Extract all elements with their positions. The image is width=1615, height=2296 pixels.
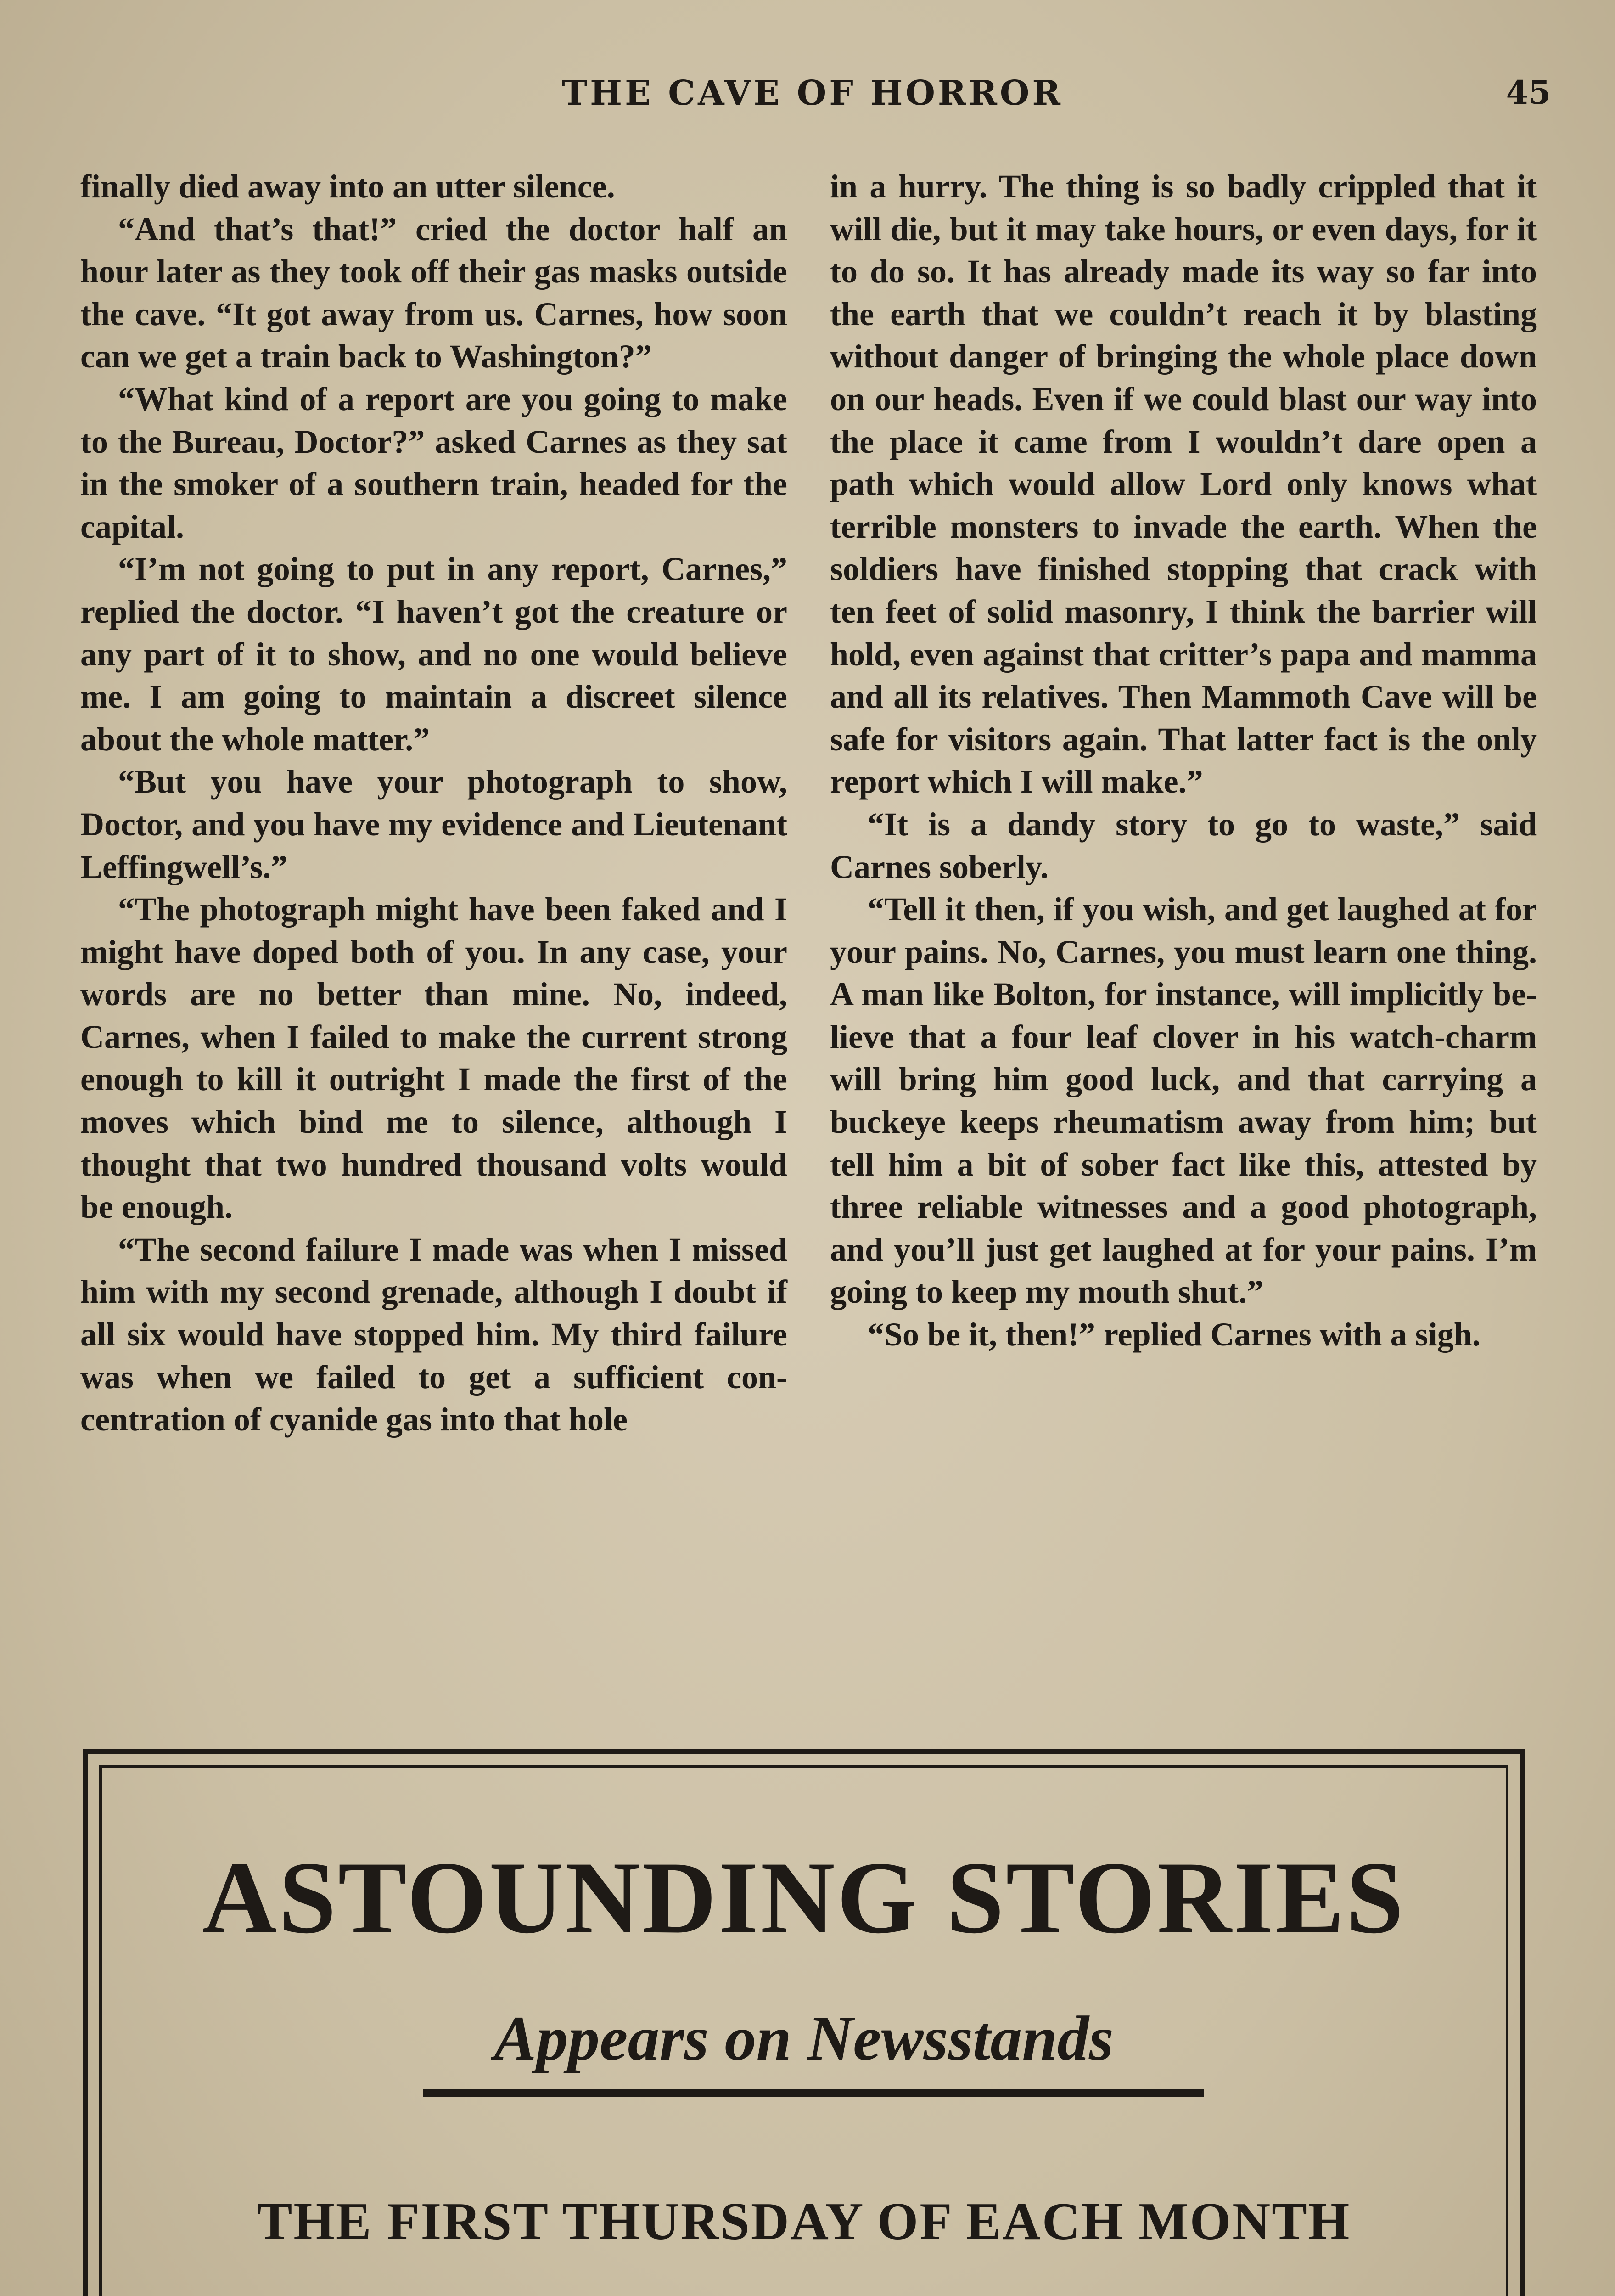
page-header [0,69,1615,133]
paragraph: finally died away into an utter silence. [80,168,615,205]
paragraph: “And that’s that!” cried the doctor half an hour later as they took off their gas masks outside the cave. “It got away from us. Carnes, how soon can we get a train back to Washington?” [80,210,787,375]
advertisement-box [83,1749,1525,2296]
page-number: 45 [1506,73,1551,112]
paragraph: “But you have your photograph to show, Doctor, and you have my evidence and Lieutenant Leffingwell’s.” [80,763,787,885]
paragraph: “What kind of a report are you going to make to the Bureau, Doctor?” asked Carnes as they sat in the smoker of a southern train, headed for the capital. [80,380,787,545]
paragraph: “It is a dandy story to go to waste,” said Carnes soberly. [830,805,1537,885]
ad-underline-rule [423,2089,1204,2097]
text-column-left [80,165,787,1441]
advertisement-inner-border [99,1765,1508,2296]
ad-subheadline: Appears on Newsstands [494,2003,1114,2073]
paragraph: “The second failure I made was when I missed him with my second grenade, although I doubt if all six would have stopped him. My third failure was when we failed to get a sufficient concentration of cyanide gas into that hole [80,1231,787,1438]
paragraph: “The photograph might have been faked and I might have doped both of you. In any case, your words are no better than mine. No, indeed, Carnes, when I failed to make the current strong enough to kill it outright I made the first of the moves which bind me to silence, although I thought that two hundred thousand volts would be enough. [80,891,787,1226]
ad-tagline: THE FIRST THURSDAY OF EACH MONTH [257,2192,1351,2251]
ad-headline: ASTOUNDING STORIES [202,1840,1406,1955]
paragraph: “I’m not going to put in any report, Carnes,” replied the doctor. “I haven’t got the creature or any part of it to show, and no one would believe me. I am going to maintain a discreet silence about the whole matter.” [80,551,787,758]
paragraph: in a hurry. The thing is so badly crippled that it will die, but it may take hours, or even days, for it to do so. It has already made its way so far into the earth that we couldn’t reach it by blasting without danger of bringing the whole place down on our heads. Even if we could blast our way into the place it came from I wouldn’t dare open a path which would allow Lord only knows what terrible monsters to invade the earth. When the soldiers have finished stopping that crack with ten feet of solid masonry, I think the barrier will hold, even against that critter’s papa and mamma and all its relatives. Then Mammoth Cave will be safe for visitors again. That latter fact is the only report which I will make.” [830,168,1537,800]
running-title: THE CAVE OF HORROR [562,73,1063,113]
paragraph: “Tell it then, if you wish, and get laughed at for your pains. No, Carnes, you must learn one thing. A man like Bolton, for instance, will implicitly believe that a four leaf clover in his watch-charm will bring him good luck, and that carrying a buckeye keeps rheumatism away from him; but tell him a bit of sober fact like this, attested by three reliable witnesses and a good photograph, and you’ll just get laughed at for your pains. I’m going to keep my mouth shut.” [830,891,1537,1311]
text-column-right [830,165,1537,1356]
paragraph: “So be it, then!” replied Carnes with a sigh. [868,1316,1480,1353]
